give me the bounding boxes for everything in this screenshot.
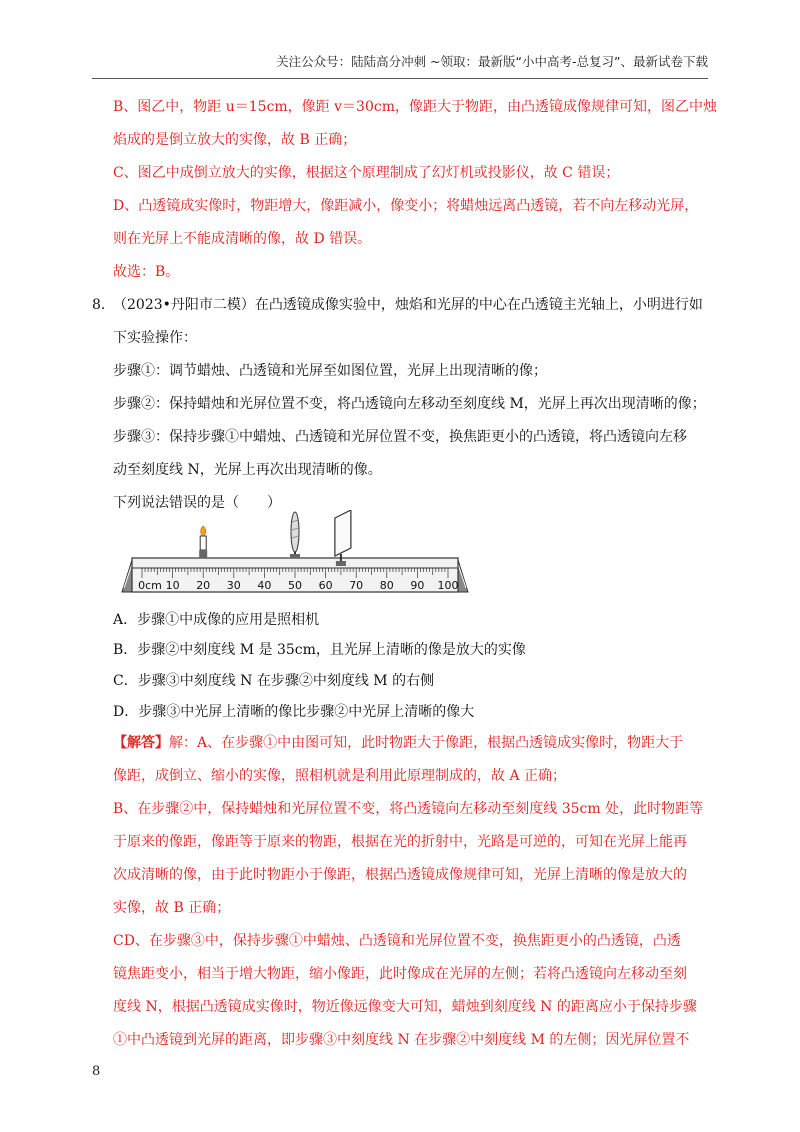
answer-line-4: 于原来的像距，像距等于原来的物距，根据在光的折射中，光路是可逆的，可知在光屏上能再 [113,834,687,850]
tick-label: 40 [257,579,272,592]
answer-line-9: 度线 N，根据凸透镜成实像时，物近像远像变大可知，蜡烛到刻度线 N 的距离应小于保持步骤 [113,999,697,1015]
step-2: 步骤②：保持蜡烛和光屏位置不变，将凸透镜向左移动至刻度线 M，光屏上再次出现清晰的像； [113,396,706,412]
tick-label: 30 [226,579,241,592]
tick-label: 100 [437,579,459,592]
answer-text-1: 解：A、在步骤①中由图可知，此时物距大于像距，根据凸透镜成实像时，物距大于 [169,735,684,751]
prev-answer-b-cont: 焰成的是倒立放大的实像，故 B 正确； [113,132,357,148]
tick-label: 80 [379,579,394,592]
answer-line-3: B、在步骤②中，保持蜡烛和光屏位置不变，将凸透镜向左移动至刻度线 35cm 处，此时物距等 [113,801,704,817]
tick-label: 70 [349,579,364,592]
answer-line-10: ①中凸透镜到光屏的距离，即步骤③中刻度线 N 在步骤②中刻度线 M 的左侧；因光屏位置不 [113,1032,690,1048]
tick-label: 20 [196,579,211,592]
tick-label: 0cm [138,579,162,592]
question-number: 8． [92,297,115,313]
answer-line-5: 次成清晰的像，由于此时物距小于像距，根据凸透镜成像规律可知，光屏上清晰的像是放大的 [113,867,687,883]
question-stem: （2023•丹阳市二模）在凸透镜成像实验中，烛焰和光屏的中心在凸透镜主光轴上，小明进行如 [113,297,703,313]
tick-label: 10 [165,579,180,592]
step-1: 步骤①：调节蜡烛、凸透镜和光屏至如图位置，光屏上出现清晰的像； [113,363,547,379]
prev-answer-b: B、图乙中，物距 u＝15cm，像距 v＝30cm，像距大于物距，由凸透镜成像规律可知，图乙中烛 [113,99,717,115]
tick-label: 50 [288,579,302,592]
optical-bench-figure [118,510,472,600]
option-c: C．步骤③中刻度线 N 在步骤②中刻度线 M 的右侧 [113,673,435,689]
question-stem-cont: 下实验操作： [113,330,197,346]
header-divider [92,78,708,79]
question-prompt: 下列说法错误的是（ ） [113,495,281,511]
answer-line-6: 实像，故 B 正确； [113,900,231,916]
option-d: D．步骤③中光屏上清晰的像比步骤②中光屏上清晰的像大 [113,704,475,720]
tick-label: 90 [410,579,425,592]
convex-lens [290,512,300,558]
step-3-cont: 动至刻度线 N，光屏上再次出现清晰的像。 [113,462,382,478]
prev-answer-d-cont: 则在光屏上不能成清晰的像，故 D 错误。 [113,231,372,247]
page-header: 关注公众号：陆陆高分冲刺 ~领取：最新版“小中高考-总复习”、最新试卷下载 [276,54,708,69]
answer-line-7: CD、在步骤③中，保持步骤①中蜡烛、凸透镜和光屏位置不变，换焦距更小的凸透镜，凸透 [113,933,681,949]
answer-tag: 【解答】 [113,735,169,751]
option-b: B．步骤②中刻度线 M 是 35cm，且光屏上清晰的像是放大的实像 [113,642,526,658]
prev-answer-c: C、图乙中成倒立放大的实像，根据这个原理制成了幻灯机或投影仪，故 C 错误； [113,165,620,181]
answer-line-1 [113,734,683,752]
step-3: 步骤③：保持步骤①中蜡烛、凸透镜和光屏位置不变，换焦距更小的凸透镜，将凸透镜向左移 [113,429,687,445]
option-a: A．步骤①中成像的应用是照相机 [113,612,320,628]
prev-answer-d: D、凸透镜成实像时，物距增大，像距减小，像变小；将蜡烛远离凸透镜，若不向左移动光屏， [113,198,699,214]
tick-label: 60 [318,579,333,592]
answer-line-8: 镜焦距变小，相当于增大物距，缩小像距，此时像成在光屏的左侧；若将凸透镜向左移动至刻 [113,966,687,982]
prev-answer-choose: 故选：B。 [113,264,180,280]
answer-line-2: 像距，成倒立、缩小的实像，照相机就是利用此原理制成的，故 A 正确； [113,768,567,784]
candle [199,526,207,558]
page-number: 8 [92,1064,101,1079]
